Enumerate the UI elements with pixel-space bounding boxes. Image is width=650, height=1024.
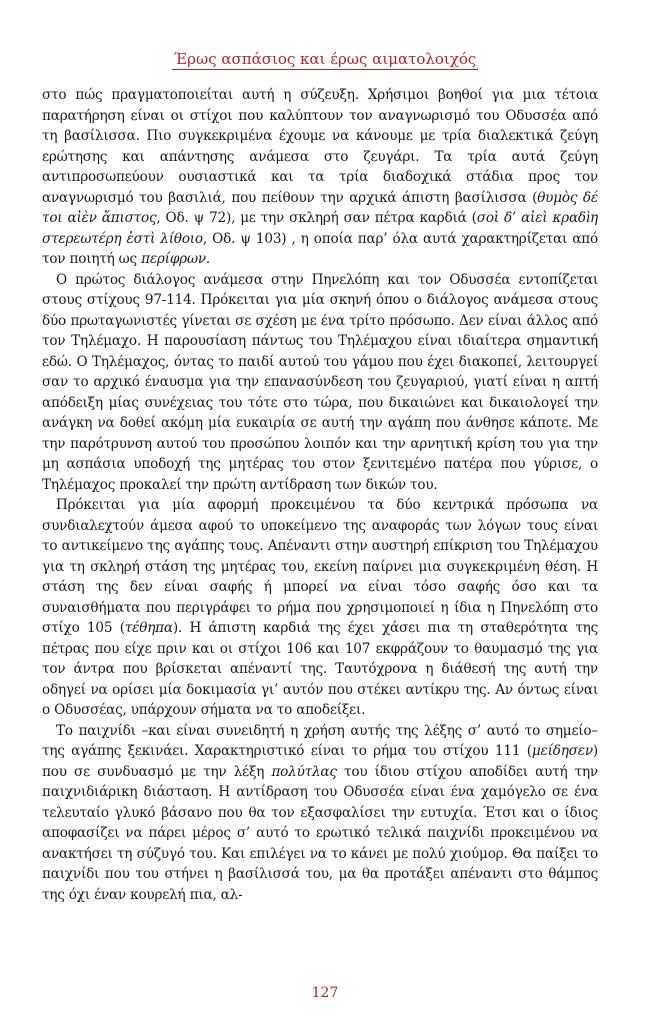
paragraph xyxy=(42,270,598,496)
italic-text-run: περίφρων xyxy=(141,251,206,267)
text-run: Πρόκειται για μία αφορμή προκειμένου τα δύο κεντρικά πρόσωπα να συνδιαλεχτούν άμεσα αφού το υποκείμενο της αναφοράς των λόγων τους είναι το αντικείμενο της αγάπης τους. Απέναντι στην αυστηρή επίκριση του Τηλέμαχου για τη σκληρή στάση της μητέρας του, εκείνη παίρνει μια συγκεκριμένη θέση. Η στάση της δεν είναι σαφής ή μπορεί να είναι τόσο σαφής όσο και τα συναισθήματα που περιγράφει το ρήμα που χρησιμοποιεί η ίδια η Πηνελόπη στο στίχο 105 ( xyxy=(42,497,598,636)
text-run: στο πώς πραγματοποιείται αυτή η σύζευξη. Χρήσιμοι βοηθοί για μια τέτοια παρατήρηση είναι οι στίχοι που καλύπτουν τον αναγνωρισμό του Οδυσσέα από τη βασίλισσα. Πιο συγκεκριμένα έχουμε να κάνουμε με τρία διαλεκτικά ζεύγη ερώτησης και απάντησης ανάμεσα στο ζευγάρι. Τα τρία αυτά ζεύγη αντιπροσωπεύουν ουσιαστικά και τα τρία διαδοχικά στάδια προς τον αναγνωρισμό του βασιλιά, που πείθουν την αρχικά άπιστη βασίλισσα ( xyxy=(42,87,598,206)
paragraph xyxy=(42,495,598,721)
italic-text-run: πολύτλας xyxy=(271,763,337,780)
text-run: ) που σε συνδυασμό με την λέξη xyxy=(42,743,598,780)
text-run: Ο πρώτος διάλογος ανάμεσα στην Πηνελόπη και τον Οδυσσέα εντοπίζεται στους στίχους 97-114. Πρόκειται για μία σκηνή όπου ο διάλογος ανάμεσα στους δύο πρωταγωνιστές γίνεται σε σχέση με ένα τρίτο πρόσωπο. Δεν είναι άλλος από τον Τηλέμαχο. Η παρουσίαση πάντως του Τηλέμαχου είναι ιδιαίτερα σημαντική εδώ. Ο Τηλέμαχος, όντας το παιδί αυτού του γάμου που έχει διακοπεί, λειτουργεί σαν το αρχικό έναυσμα για την επανασύνδεση του ζευγαριού, γιατί είναι η απτή απόδειξη μίας συνέχειας του τότε στο τώρα, που δικαιώνει και δικαιολογεί την ανάγκη να δοθεί ακόμη μία ευκαιρία σε αυτή την αγάπη που άνθησε κάποτε. Με την παρότρυνση αυτού του προσώπου λοιπόν και την αρνητική κρίση του για την μη ασπάσια υποδοχή της μητέρας του στον ξενιτεμένο πατέρα που γύρισε, ο Τηλέμαχος προκαλεί την πρώτη αντίδραση των δικών του. xyxy=(42,271,598,493)
text-run: ). Η άπιστη καρδιά της έχει χάσει πια τη σταθερότητα της πέτρας που είχε πριν και οι στίχοι 106 και 107 εκφράζουν το θαυμασμό της για τον άντρα που βρίσκεται απέναντί της. Ταυτόχρονα η διάθεσή της αυτή την οδηγεί να ορίσει μία δοκιμασία γι’ αυτόν που στέκει αντίκρυ της. Αν όντως είναι ο Οδυσσέας, υπάρχουν σήματα να το αποδείξει. xyxy=(42,620,598,718)
italic-text-run: τέθηπα xyxy=(124,620,173,636)
paragraph xyxy=(42,721,598,906)
italic-text-run: μείδησεν xyxy=(531,743,593,759)
text-run: , Οδ. ψ 103) , η οποία παρ’ όλα αυτά χαρακτηρίζεται από τον ποιητή ως xyxy=(42,230,598,267)
page-number: 127 xyxy=(311,985,339,1001)
text-run: , Οδ. ψ 72), με την σκληρή σαν πέτρα καρδιά ( xyxy=(156,210,477,226)
running-head xyxy=(0,50,650,68)
text-run: Το παιχνίδι –και είναι συνειδητή η χρήση αυτής της λέξης σ’ αυτό το σημείο– της αγάπης ξεκινάει. Χαρακτηριστικό είναι το ρήμα του στίχου 111 ( xyxy=(42,722,598,759)
italic-text-run: θυμὸς δέ τοι αἰὲν ἄπιστος xyxy=(42,189,598,226)
paragraph xyxy=(42,85,598,270)
running-head-title: Έρως ασπάσιος και έρως αιματολοιχός xyxy=(173,50,477,68)
text-run: . xyxy=(205,251,211,267)
body-text xyxy=(42,85,598,905)
italic-text-run: σοὶ δ’ αἰεὶ κραδìη στερεωτέρη ἐστὶ λίθοιο xyxy=(42,210,599,247)
text-run: του ίδιου στίχου αποδίδει αυτή την παιχνιδιάρικη διάσταση. Η αντίδραση του Οδυσσέα είναι ένα χαμόγελο σε ένα τελευταίο γλυκό βάσανο που θα τον εξασφαλίσει την ευτυχία. Έτσι και ο ίδιος αποφασίζει να πάρει μέρος σ’ αυτό το ερωτικό τελικά παιχνίδι προκειμένου να ανακτήσει τη σύζυγό του. Και επιλέγει να το κάνει με πολύ χιούμορ. Θα παίξει το παιχνίδι που του στήνει η βασίλισσά του, μα θα προτάξει απέναντι στο θάμπος της όχι έναν κουρελή πια, αλ- xyxy=(42,763,598,903)
